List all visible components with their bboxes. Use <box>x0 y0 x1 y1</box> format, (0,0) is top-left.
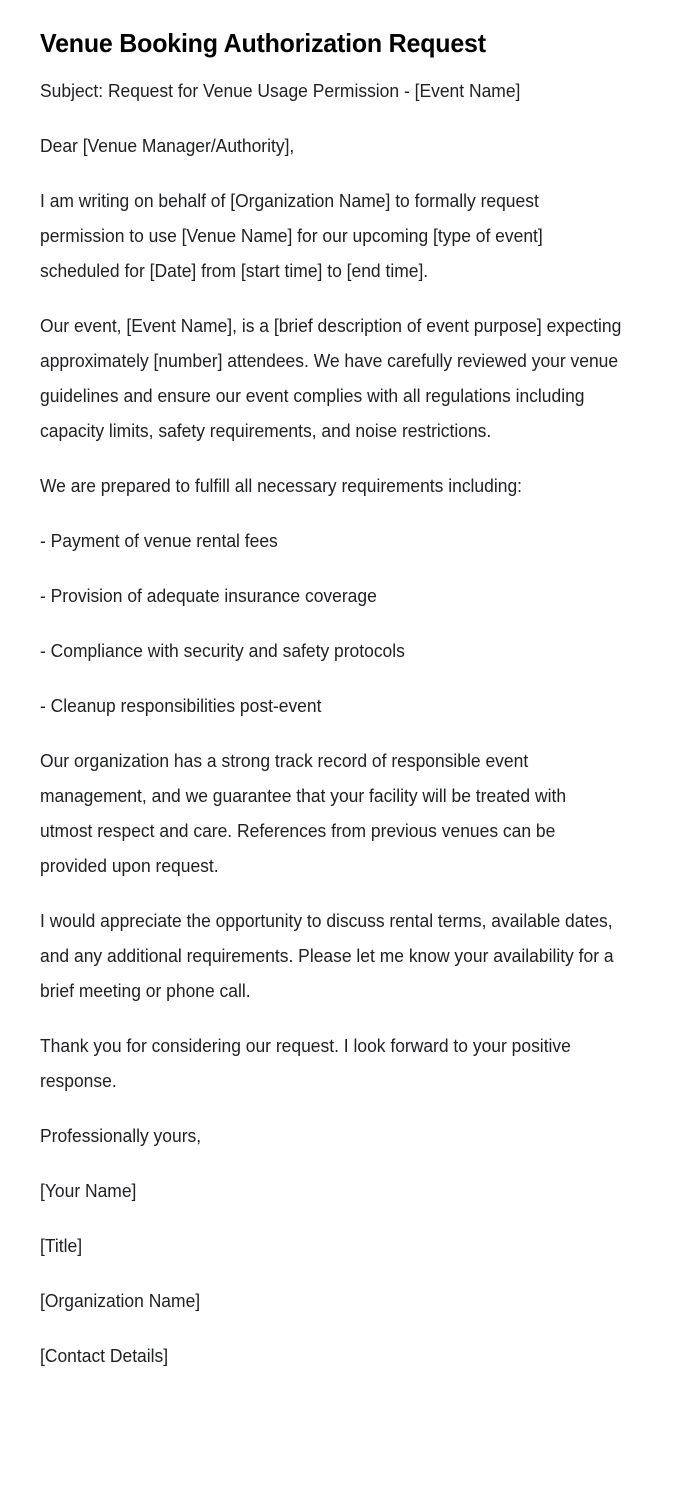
paragraph-subject: Subject: Request for Venue Usage Permission - [Event Name] <box>40 81 521 101</box>
paragraph-event-details: Our event, [Event Name], is a [brief description of event purpose] expecting approximately [number] attendees. We have carefully reviewed your venue guidelines and ensure our event complies with all regulations including capacity limits, safety requirements, and noise restrictions. <box>40 316 622 441</box>
paragraph-intro: I am writing on behalf of [Organization Name] to formally request permission to use [Venue Name] for our upcoming [type of event] scheduled for [Date] from [start time] to [end time]. <box>40 191 543 281</box>
paragraph-requirements-lead-in: We are prepared to fulfill all necessary requirements including: <box>40 476 523 496</box>
signature-organization: [Organization Name] <box>40 1291 201 1311</box>
sign-off: Professionally yours, <box>40 1126 202 1146</box>
paragraph-discussion-request: I would appreciate the opportunity to discuss rental terms, available dates, and any additional requirements. Please let me know your availability for a brief meeting or phone call. <box>40 911 614 1001</box>
paragraph-salutation: Dear [Venue Manager/Authority], <box>40 136 295 156</box>
list-item-payment: - Payment of venue rental fees <box>40 531 278 551</box>
signature-name: [Your Name] <box>40 1181 137 1201</box>
letter-content <box>40 74 640 1374</box>
list-item-insurance: - Provision of adequate insurance coverage <box>40 586 377 606</box>
signature-title: [Title] <box>40 1236 83 1256</box>
list-item-security: - Compliance with security and safety protocols <box>40 641 405 661</box>
list-item-cleanup: - Cleanup responsibilities post-event <box>40 696 322 716</box>
page-title: Venue Booking Authorization Request <box>40 28 486 58</box>
paragraph-track-record: Our organization has a strong track record of responsible event management, and we guarantee that your facility will be treated with utmost respect and care. References from previous venues can be provided upon request. <box>40 751 567 876</box>
signature-contact: [Contact Details] <box>40 1346 169 1366</box>
paragraph-closing-thanks: Thank you for considering our request. I look forward to your positive response. <box>40 1036 571 1091</box>
